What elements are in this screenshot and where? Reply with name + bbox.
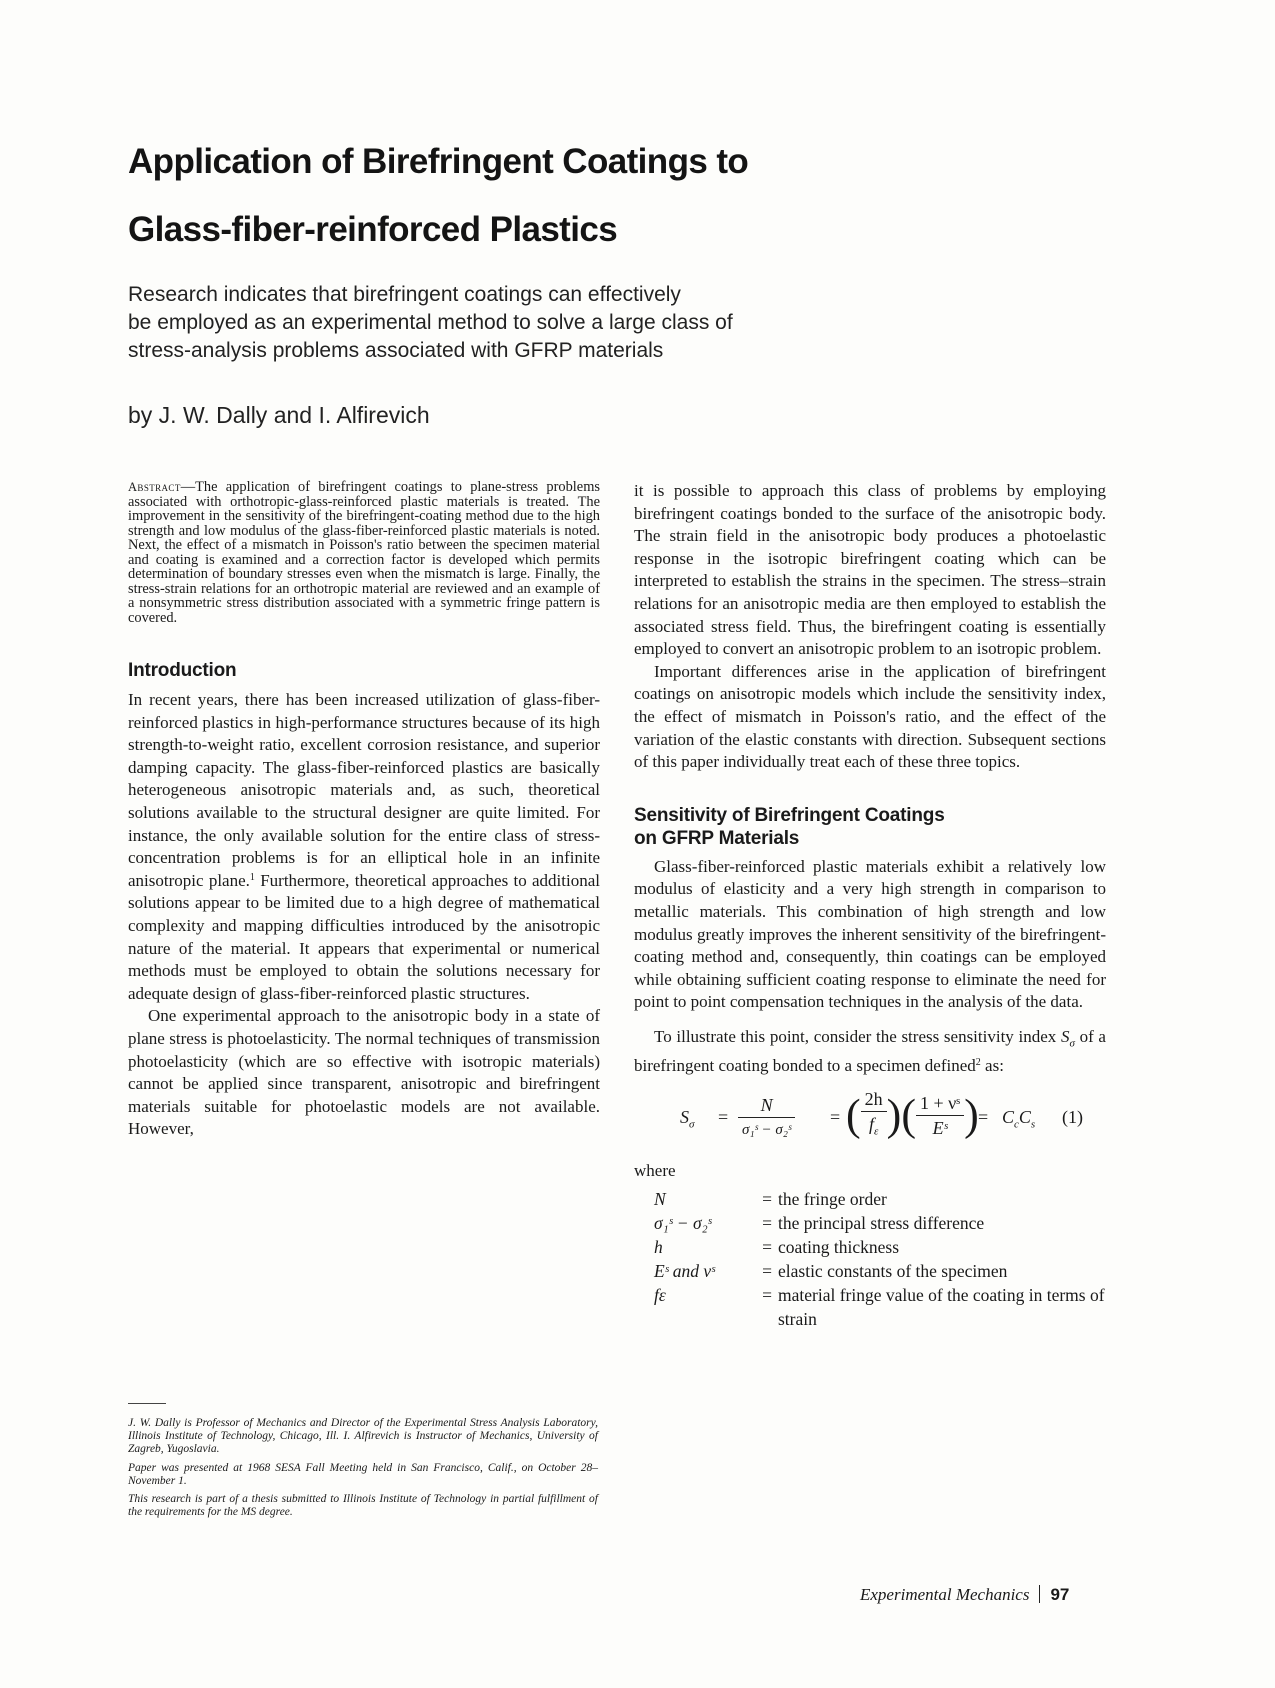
eq-frac2-num-text: 2h: [864, 1089, 883, 1110]
eq-number: (1): [1062, 1107, 1083, 1128]
symbol-cell: Eˢ and νˢ: [654, 1261, 715, 1282]
article-subtitle: [128, 281, 1128, 365]
equals-cell: =: [762, 1237, 772, 1258]
sens-p2-part-c: as:: [980, 1055, 1004, 1075]
symbol-definitions: [634, 1187, 1106, 1331]
author-byline: by J. W. Dally and I. Alfirevich: [128, 402, 430, 428]
eq-rhs-sub2: s: [1030, 1119, 1036, 1132]
title-line-1: Application of Birefringent Coatings to: [128, 142, 749, 181]
sensitivity-heading-line-2: on GFRP Materials: [634, 827, 800, 849]
subtitle-line-2: be employed as an experimental method to solve a large class of: [128, 311, 733, 334]
definition-cell: coating thickness: [778, 1237, 900, 1258]
equals-cell: =: [762, 1189, 772, 1210]
sensitivity-paragraph-2: [634, 1026, 1106, 1078]
abstract-text: —The application of birefringent coatings to plane-stress problems associated with orthotropic-glass-reinforced plastic materials is treated. The improvement in the sensitivity of the birefringent-coating method due to the high strength and low modulus of the glass-fiber-reinforced plastic materials is noted. Next, the effect of a mismatch in Poisson's ratio between the specimen material and coating is examined and a correction factor is developed which permits determination of boundary stresses even when the mismatch is large. Finally, the stress-strain relations for an orthotropic material are reviewed and an example of a nonsymmetric stress distribution associated with a symmetric fringe pattern is covered.: [128, 479, 600, 626]
symbol-cell: σ₁ˢ − σ₂ˢ: [654, 1213, 712, 1234]
subtitle-line-1: Research indicates that birefringent coatings can effectively: [128, 283, 681, 306]
eq-frac1-numerator: N: [738, 1093, 795, 1118]
eq-frac2-den-text: f: [868, 1114, 874, 1135]
symbol-row: [634, 1187, 1106, 1211]
symbol-cell: N: [654, 1189, 666, 1210]
definition-cell: the principal stress difference: [778, 1213, 985, 1234]
subtitle-line-3: stress-analysis problems associated with GFRP materials: [128, 339, 664, 362]
equation-1: [634, 1089, 1106, 1153]
eq-lhs-sub: σ: [689, 1119, 695, 1132]
definition-cell: the fringe order: [778, 1189, 887, 1210]
eq-rhs-c2: C: [1018, 1107, 1031, 1128]
sensitivity-symbol-sub: σ: [1069, 1037, 1075, 1050]
eq-fraction-1: [738, 1093, 795, 1142]
sensitivity-heading: [634, 804, 1106, 850]
intro-p1-part-b: Furthermore, theoretical approaches to additional solutions appear to be limited due to a high degree of mathematical complexity and mapping difficulties introduced by the anisotropic nature of the material. It appears that experimental or numerical methods must be employed to obtain the solutions necessary for adequate design of glass-fiber-reinforced plastic structures.: [128, 870, 600, 1003]
footnote-authors: J. W. Dally is Professor of Mechanics and Director of the Experimental Stress Analysis Laboratory, Illinois Institute of Technology, Chicago, Ill. I. Alfirevich is Instructor of Mechanics, University of Zagreb, Yugoslavia.: [128, 1417, 598, 1456]
eq-equals-3: =: [978, 1107, 989, 1128]
symbol-row: [634, 1235, 1106, 1259]
definition-cell: material fringe value of the coating in terms of strain: [778, 1285, 1105, 1330]
abstract-lead: Abstract: [128, 480, 181, 494]
intro-p1-part-a: In recent years, there has been increased utilization of glass-fiber-reinforced plastics in high-performance structures because of its high strength-to-weight ratio, excellent corrosion resistance, and superior damping capacity. The glass-fiber-reinforced plastics are basically heterogeneous anisotropic materials and, as such, theoretical solutions available to the structural designer are quite limited. For instance, the only available solution for the entire class of stress-concentration problems is for an elliptical hole in an infinite anisotropic plane.: [128, 690, 600, 890]
eq-lhs-symbol: S: [680, 1107, 689, 1128]
symbol-row: [634, 1211, 1106, 1235]
definition-cell: elastic constants of the specimen: [778, 1261, 1008, 1282]
equals-cell: =: [762, 1285, 772, 1306]
symbol-row: [634, 1259, 1106, 1283]
footnote-presentation: Paper was presented at 1968 SESA Fall Meeting held in San Francisco, Calif., on October 28–November 1.: [128, 1461, 598, 1487]
introduction-paragraph-1: [128, 689, 600, 1005]
introduction-heading: Introduction: [128, 660, 237, 681]
equals-cell: =: [762, 1261, 772, 1282]
eq-lhs: [680, 1107, 694, 1131]
article-title: [128, 128, 1128, 264]
left-column: [128, 480, 600, 1141]
eq-rhs: [1002, 1107, 1035, 1131]
footnotes: [128, 1417, 598, 1524]
footnote-thesis: This research is part of a thesis submitted to Illinois Institute of Technology in partial fulfillment of the requirements for the MS degree.: [128, 1493, 598, 1519]
eq-frac3-denominator: Eˢ: [932, 1118, 948, 1139]
eq-frac2-den-sub: ε: [873, 1126, 879, 1139]
journal-name: Experimental Mechanics: [860, 1585, 1030, 1604]
introduction-paragraph-2: One experimental approach to the anisotropic body in a state of plane stress is photoelasticity. The normal techniques of transmission photoelasticity (which are so effective with isotropic materials) cannot be applied since transparent, anisotropic and birefringent materials suitable for photoelastic models are not available. However,: [128, 1006, 600, 1139]
sens-p2-part-a: To illustrate this point, consider the stress sensitivity index: [654, 1026, 1061, 1046]
eq-frac1-denominator: σ₁ˢ − σ₂ˢ: [742, 1122, 792, 1139]
where-label: where: [634, 1161, 676, 1181]
sensitivity-paragraph-1: Glass-fiber-reinforced plastic materials exhibit a relatively low modulus of elasticity and a very high strength in comparison to metallic materials. This combination of high strength and low modulus greatly improves the inherent sensitivity of the birefringent-coating method and, consequently, thin coatings can be employed while obtaining sufficient coating response to eliminate the need for point to point compensation techniques in the analysis of the data.: [634, 856, 1106, 1012]
title-line-2: Glass-fiber-reinforced Plastics: [128, 210, 618, 249]
eq-equals-1: =: [718, 1107, 729, 1128]
eq-rhs-c1: C: [1002, 1107, 1015, 1128]
page-number: 97: [1050, 1585, 1070, 1604]
reference-marker: 1: [249, 871, 255, 883]
right-column: [634, 480, 1106, 1331]
equals-cell: =: [762, 1213, 772, 1234]
eq-frac2-numerator: [861, 1087, 887, 1112]
abstract: [128, 480, 600, 625]
symbol-row: [634, 1283, 1106, 1331]
eq-frac3-numerator: 1 + νˢ: [916, 1091, 964, 1116]
important-differences-paragraph: Important differences arise in the application of birefringent coatings on anisotropic models which include the sensitivity index, the effect of mismatch in Poisson's ratio, and the effect of the variation of the elastic constants with direction. Subsequent sections of this paper individually treat each of these three topics.: [634, 661, 1106, 772]
continued-paragraph: it is possible to approach this class of problems by employing birefringent coatings bonded to the surface of the anisotropic body. The strain field in the anisotropic body produces a photoelastic response in the isotropic birefringent coating which can be interpreted to establish the strains in the specimen. The stress–strain relations for an anisotropic media are then employed to establish the associated stress field. Thus, the birefringent coating is essentially employed to convert an anisotropic problem to an isotropic problem.: [634, 481, 1106, 659]
eq-rhs-sub1: c: [1014, 1119, 1019, 1132]
sensitivity-symbol: S: [1060, 1026, 1070, 1046]
eq-frac2-denominator: [861, 1112, 887, 1144]
sens-p2-part-b: of a birefringent coating bonded to a specimen defined: [634, 1026, 1106, 1075]
footer-separator: [1039, 1585, 1040, 1603]
running-footer: [860, 1584, 1132, 1606]
symbol-cell: fε: [654, 1285, 666, 1306]
eq-fraction-2: ( $\frac{2h}{f_\varepsilon}$ )( $\frac{\text{1 + νˢ}}{\text{Eˢ}}$ ): [846, 1087, 979, 1144]
reference-marker-2: 2: [975, 1056, 981, 1068]
footnote-rule: [128, 1403, 166, 1404]
symbol-cell: h: [654, 1237, 663, 1258]
sensitivity-heading-line-1: Sensitivity of Birefringent Coatings: [634, 804, 945, 826]
eq-equals-2: =: [830, 1107, 841, 1128]
